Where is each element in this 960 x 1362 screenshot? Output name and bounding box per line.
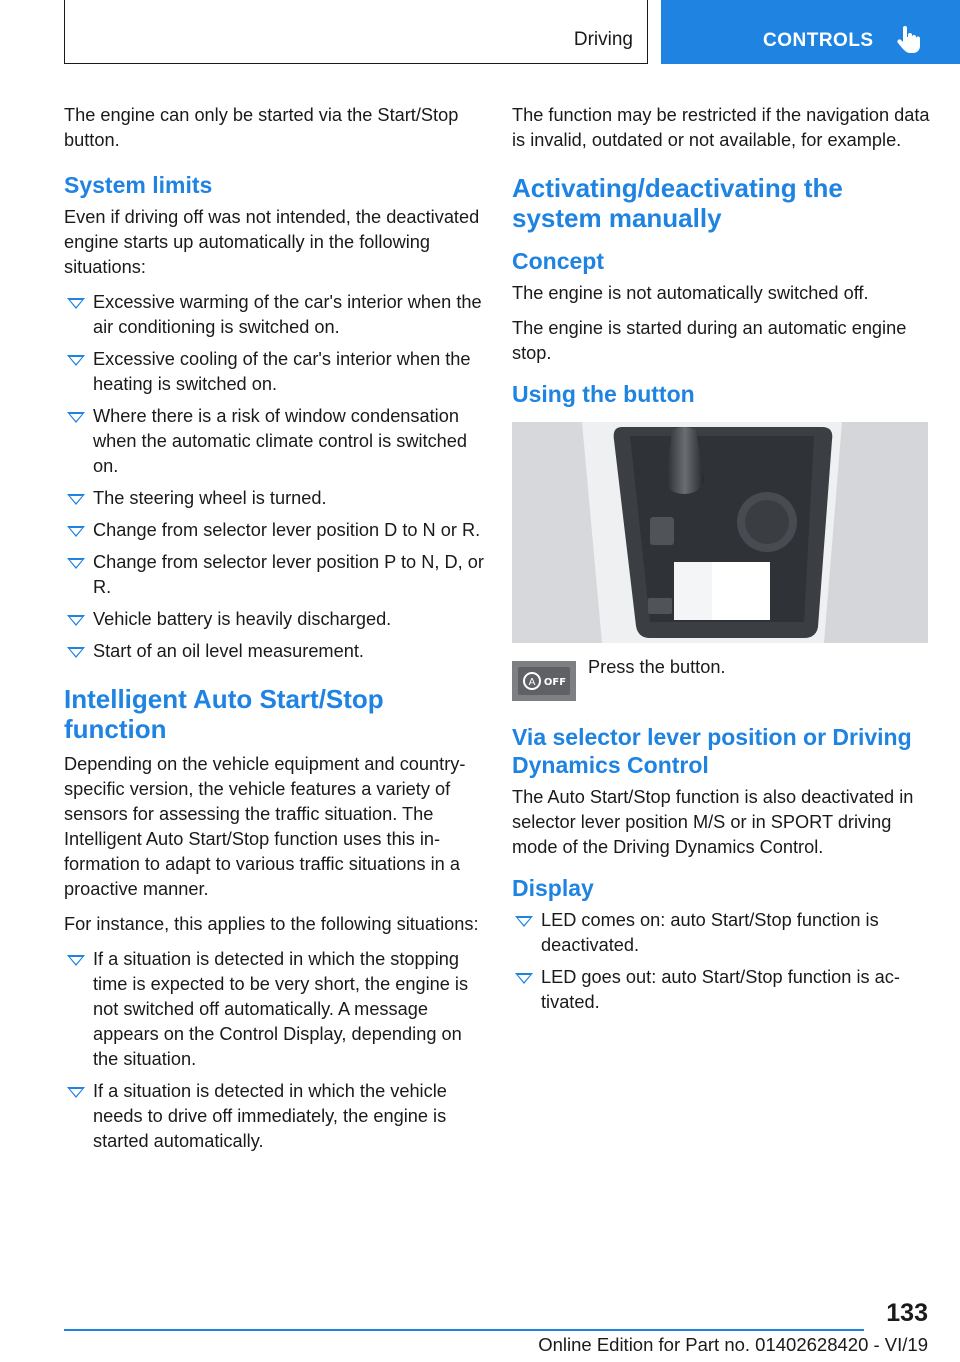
list-item: [64, 518, 484, 543]
list-item-text: LED comes on: auto Start/Stop function is deactivated.: [541, 910, 879, 955]
right-column: [512, 103, 930, 1022]
display-heading: Display: [512, 875, 594, 901]
concept-heading: Concept: [512, 248, 604, 274]
section-title: Driving: [573, 29, 633, 50]
off-label: OFF: [543, 677, 567, 688]
activating-heading: Activating/deactivating the system manually: [512, 173, 843, 233]
chapter-tab[interactable]: [661, 0, 960, 64]
bullet-triangle-icon: [67, 412, 85, 423]
bullet-triangle-icon: [67, 298, 85, 309]
start-stop-button-row: [512, 657, 930, 705]
center-console-photo: [512, 422, 928, 643]
chapter-tab-label: CONTROLS: [763, 30, 874, 51]
concept-text-1: The engine is not automatically switched off.: [512, 283, 869, 303]
intro-paragraph: The engine can only be started via the Start/Stop button.: [64, 105, 459, 150]
svg-text:A: A: [528, 677, 536, 688]
list-item: [64, 1079, 484, 1154]
auto-start-stop-off-icon: [512, 661, 576, 701]
list-item-text: LED goes out: auto Start/Stop function is activated.: [541, 967, 900, 1012]
intelligent-heading: Intelligent Auto Start/Stop function: [64, 684, 384, 744]
press-button-text: Press the button.: [588, 657, 726, 677]
intelligent-text-1: Depending on the vehicle equipment and country-specific version, the vehicle features a variety of sensors for assessing the traffic situation. The Intelligent Auto Start/Stop function uses this information to adapt to various traffic situations in a proactive manner.: [64, 754, 466, 899]
bullet-triangle-icon: [515, 973, 533, 984]
concept-text-2: The engine is started during an automatic engine stop.: [512, 318, 907, 363]
left-column: [64, 103, 484, 1161]
bullet-triangle-icon: [67, 615, 85, 626]
system-limits-heading: System limits: [64, 172, 213, 198]
list-item: [64, 639, 484, 664]
header-section-box: [64, 0, 648, 64]
list-item: [64, 486, 484, 511]
bullet-triangle-icon: [67, 558, 85, 569]
list-item: [512, 908, 930, 958]
bullet-triangle-icon: [67, 355, 85, 366]
using-button-heading: Using the button: [512, 381, 695, 407]
intelligent-list: [64, 947, 484, 1154]
list-item-text: Start of an oil level measurement.: [93, 641, 364, 661]
page-number: 133: [886, 1299, 928, 1327]
bullet-triangle-icon: [67, 1087, 85, 1098]
bullet-triangle-icon: [515, 916, 533, 927]
footer-edition: Online Edition for Part no. 01402628420 - VI/19: [538, 1334, 928, 1355]
list-item: [64, 404, 484, 479]
list-item-text: Change from selector lever position D to N or R.: [93, 520, 481, 540]
list-item: [64, 607, 484, 632]
list-item-text: The steering wheel is turned.: [93, 488, 327, 508]
list-item: [64, 347, 484, 397]
display-list: [512, 908, 930, 1015]
via-selector-text: The Auto Start/Stop function is also deactivated in selector lever position M/S or in SPORT driving mode of the Driving Dynamics Control.: [512, 787, 914, 857]
navigation-note: The function may be restricted if the navigation data is invalid, outdated or not available, for example.: [512, 105, 930, 150]
list-item: [64, 290, 484, 340]
list-item: [512, 965, 930, 1015]
via-selector-heading: Via selector lever position or Driving Dynamics Control: [512, 724, 912, 778]
list-item-text: Vehicle battery is heavily discharged.: [93, 609, 392, 629]
list-item: [64, 550, 484, 600]
list-item-text: If a situation is detected in which the stopping time is expected to be very short, the engine is not switched off automatically. A message appears on the Control Display, depending on the situation.: [93, 949, 469, 1069]
list-item-text: Change from selector lever position P to N, D, or R.: [93, 552, 484, 597]
bullet-triangle-icon: [67, 526, 85, 537]
list-item-text: If a situation is detected in which the vehicle needs to drive off immediately, the engine is started automatically.: [93, 1081, 447, 1151]
system-limits-text: Even if driving off was not intended, the deactivated engine starts up automatically in the following situations:: [64, 207, 480, 277]
list-item-text: Where there is a risk of window condensation when the automatic climate control is switched on.: [93, 406, 468, 476]
bullet-triangle-icon: [67, 647, 85, 658]
list-item-text: Excessive cooling of the car's interior when the heating is switched on.: [93, 349, 471, 394]
intelligent-text-2: For instance, this applies to the following situations:: [64, 914, 479, 934]
hand-pointer-icon: [896, 26, 922, 54]
system-limits-list: [64, 290, 484, 664]
bullet-triangle-icon: [67, 494, 85, 505]
list-item-text: Excessive warming of the car's interior when the air conditioning is switched on.: [93, 292, 482, 337]
list-item: [64, 947, 484, 1072]
footer-divider: [64, 1329, 864, 1331]
bullet-triangle-icon: [67, 955, 85, 966]
